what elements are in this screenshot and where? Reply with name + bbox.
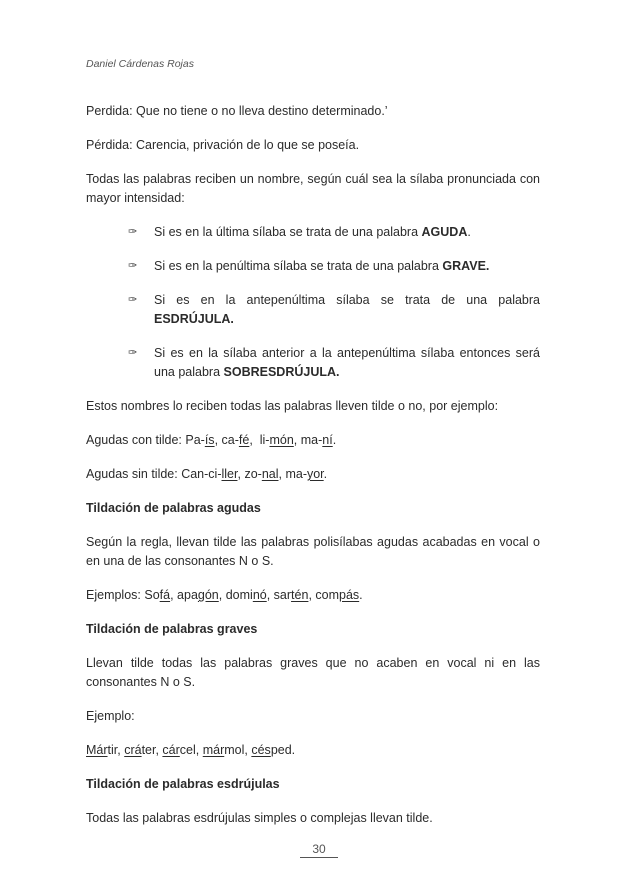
separator: , [278,467,286,481]
bullet-esdrujula-text: Si es en la antepenúltima sílaba se trata de una palabra [154,293,540,307]
separator: , [266,588,274,602]
syllable: Can-ci- [181,467,222,481]
syllable: ca- [221,433,239,447]
definition-perdida-acento: Pérdida: Carencia, privación de lo que se poseía. [86,138,360,152]
stressed-syllable: gón [197,588,219,602]
syllable: zo- [244,467,262,481]
bullet-aguda-end: . [467,225,471,239]
stressed-syllable: món [269,433,294,447]
syllable: domi [225,588,253,602]
agudas-con-tilde [86,431,540,450]
separator: , [170,588,178,602]
rule-esdrujulas: Todas las palabras esdrújulas simples o complejas llevan tilde. [86,811,433,825]
stressed-syllable: ller [221,467,238,481]
rule-graves: Llevan tilde todas las palabras graves que no acaben en vocal ni en las consonantes N o S. [86,656,540,689]
stressed-syllable: pás [339,588,360,602]
stressed-syllable: már [202,743,225,757]
running-header-author: Daniel Cárdenas Rojas [86,58,194,70]
syllable: li- [259,433,270,447]
agudas-sin-tilde [86,465,540,484]
syllable: Pa- [185,433,205,447]
bullet-aguda-text: Si es en la última sílaba se trata de una palabra [154,225,422,239]
bullet-aguda-term: AGUDA [421,225,468,239]
separator: , [237,467,245,481]
examples-label: Ejemplos: [86,588,145,602]
stressed-syllable: cés [251,743,271,757]
syllable: mol, [224,743,252,757]
page-body [86,102,540,843]
bullet-sobresdrujula-term: SOBRESDRÚJULA. [223,365,340,379]
page-number: 30 [300,842,338,858]
syllable: tir, [107,743,125,757]
stressed-syllable: cár [162,743,180,757]
agudas-sin-label: Agudas sin tilde: [86,467,182,481]
bullet-esdrujula [86,291,540,329]
syllable: ma- [285,467,307,481]
bullet-grave-text: Si es en la penúltima sílaba se trata de una palabra [154,259,443,273]
separator: . [332,433,337,447]
separator: , [214,433,222,447]
separator: , [308,588,316,602]
examples-agudas [86,586,540,605]
stressed-syllable: ní [322,433,333,447]
pen-bullet-icon: ✑ [128,226,138,238]
stressed-syllable: fá [159,588,171,602]
separator: , [218,588,226,602]
examples-graves-label: Ejemplo: [86,709,135,723]
bullet-grave [86,257,540,276]
bullet-sobresdrujula [86,344,540,382]
pen-bullet-icon: ✑ [128,347,138,359]
agudas-con-label: Agudas con tilde: [86,433,186,447]
syllable: sar [273,588,292,602]
stressed-syllable: crá [124,743,142,757]
definition-perdida: Perdida: Que no tiene o no lleva destino determinado.’ [86,104,388,118]
bullet-esdrujula-term: ESDRÚJULA. [154,312,234,326]
examples-graves [86,741,540,760]
examples-intro: Estos nombres lo reciben todas las palabras lleven tilde o no, por ejemplo: [86,399,499,413]
stressed-syllable: Már [86,743,108,757]
rule-agudas: Según la regla, llevan tilde las palabras polisílabas agudas acabadas en vocal o en una de las consonantes N o S. [86,535,540,568]
syllable: com [315,588,340,602]
bullet-sobresdrujula-text: Si es en la sílaba anterior a la antepenúltima sílaba entonces será una palabra [154,346,540,379]
stressed-syllable: fé [238,433,250,447]
pen-bullet-icon: ✑ [128,260,138,272]
separator: , [249,433,260,447]
syllable: cel, [179,743,203,757]
pen-bullet-icon: ✑ [128,294,138,306]
bullet-grave-term: GRAVE. [442,259,490,273]
stressed-syllable: ís [204,433,215,447]
bullet-aguda [86,223,540,242]
intro-paragraph: Todas las palabras reciben un nombre, según cuál sea la sílaba pronunciada con mayor intensidad: [86,172,540,205]
stressed-syllable: nó [252,588,267,602]
section-heading-agudas: Tildación de palabras agudas [86,501,261,515]
separator: . [323,467,328,481]
stressed-syllable: tén [291,588,309,602]
section-heading-esdrujulas: Tildación de palabras esdrújulas [86,777,280,791]
separator: , [293,433,301,447]
stressed-syllable: nal [261,467,279,481]
syllable: ped. [270,743,296,757]
section-heading-graves: Tildación de palabras graves [86,622,258,636]
separator: . [359,588,363,602]
stressed-syllable: yor [306,467,324,481]
syllable: So [144,588,160,602]
syllable: ter, [141,743,163,757]
syllable: apa [177,588,198,602]
syllable: ma- [300,433,323,447]
